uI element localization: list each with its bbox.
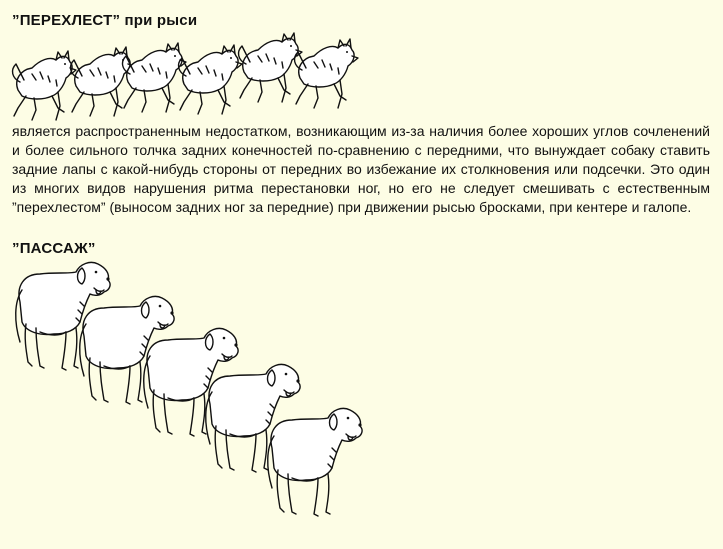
trotting-dogs-illustration <box>0 28 360 120</box>
pacing-dogs-illustration <box>0 256 380 546</box>
trot-dog-frame-6 <box>295 39 358 108</box>
pace-dog-frame-5 <box>268 408 362 516</box>
section-heading-crossing-over: ”ПЕРЕХЛЕСТ” при рыси <box>12 12 198 29</box>
crossing-over-description: является распространенным недостатком, возникающим из-за наличия более хороших углов сочленений и более сильного толчка задних конечностей по-сравнению с передними, что вынуждает собаку ставить задние лапы с какой-нибудь стороны от передних во избежание их столкновения или подсечки. Это один из многих видов нарушения ритма перестановки ног, но его не следует смешивать с естественным ”перехлестом” (выносом задних ног за передние) при движении рысью бросками, при кентере и галопе. <box>12 123 710 215</box>
section-heading-pace: ”ПАССАЖ” <box>12 240 96 257</box>
trot-dog-frame-4 <box>179 45 242 114</box>
trot-dog-frame-1 <box>13 51 76 120</box>
trot-dog-frame-5 <box>239 33 302 102</box>
trot-dog-frame-3 <box>123 43 186 112</box>
